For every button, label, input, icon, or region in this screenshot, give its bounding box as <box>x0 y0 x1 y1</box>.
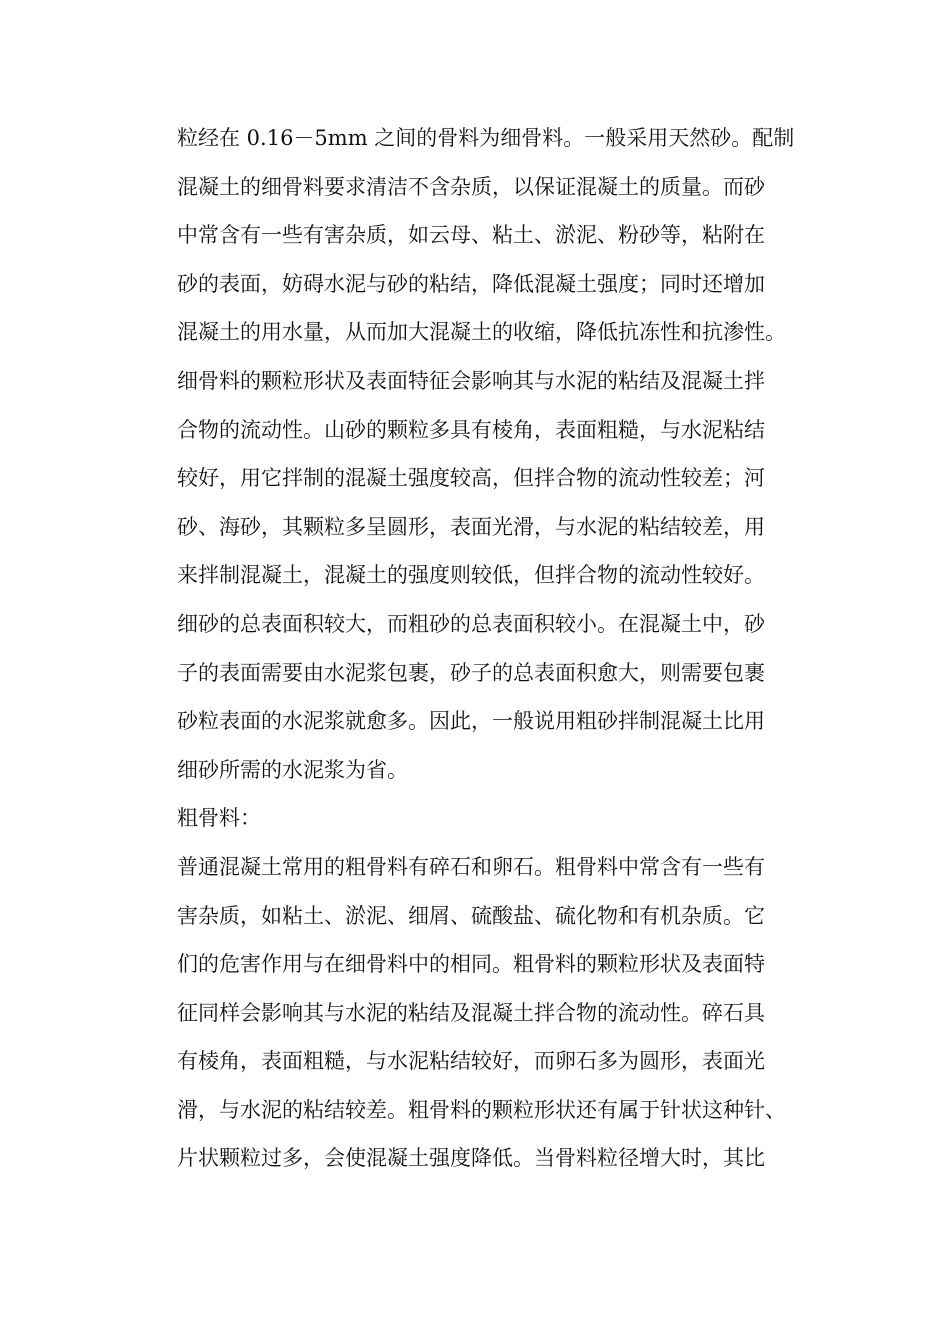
text-line: 片状颗粒过多，会使混凝土强度降低。当骨料粒径增大时，其比 <box>177 1146 765 1171</box>
text-line: 合物的流动性。山砂的颗粒多具有棱角，表面粗糙，与水泥粘结 <box>177 417 765 442</box>
text-line: 细骨料的颗粒形状及表面特征会影响其与水泥的粘结及混凝土拌 <box>177 368 765 393</box>
text-line: 细砂的总表面积较大，而粗砂的总表面积较小。在混凝土中，砂 <box>177 611 765 636</box>
text-line: 粒经在 0.16－5mm 之间的骨料为细骨料。一般采用天然砂。配制 <box>177 126 795 150</box>
text-line: 有棱角，表面粗糙，与水泥粘结较好，而卵石多为圆形，表面光 <box>177 1049 765 1074</box>
text-line: 子的表面需要由水泥浆包裹，砂子的总表面积愈大，则需要包裹 <box>177 660 765 685</box>
text-line: 来拌制混凝土，混凝土的强度则较低，但拌合物的流动性较好。 <box>177 563 765 588</box>
text-line: 害杂质，如粘土、淤泥、细屑、硫酸盐、硫化物和有机杂质。它 <box>177 903 765 928</box>
section-heading: 粗骨料： <box>177 806 261 831</box>
text-line: 中常含有一些有害杂质，如云母、粘土、淤泥、粉砂等，粘附在 <box>177 223 765 248</box>
text-line: 较好，用它拌制的混凝土强度较高，但拌合物的流动性较差；河 <box>177 466 765 491</box>
text-line: 砂的表面，妨碍水泥与砂的粘结，降低混凝土强度；同时还增加 <box>177 271 765 296</box>
text-line: 砂粒表面的水泥浆就愈多。因此，一般说用粗砂拌制混凝土比用 <box>177 709 765 734</box>
text-line: 滑，与水泥的粘结较差。粗骨料的颗粒形状还有属于针状这种针、 <box>177 1097 786 1122</box>
text-line: 混凝土的细骨料要求清洁不含杂质，以保证混凝土的质量。而砂 <box>177 174 765 199</box>
body-text <box>177 114 807 1183</box>
text-line: 混凝土的用水量，从而加大混凝土的收缩，降低抗冻性和抗渗性。 <box>177 320 786 345</box>
text-line: 普通混凝土常用的粗骨料有碎石和卵石。粗骨料中常含有一些有 <box>177 854 765 879</box>
text-line: 征同样会影响其与水泥的粘结及混凝土拌合物的流动性。碎石具 <box>177 1000 765 1025</box>
text-line: 们的危害作用与在细骨料中的相同。粗骨料的颗粒形状及表面特 <box>177 952 765 977</box>
text-line: 砂、海砂，其颗粒多呈圆形，表面光滑，与水泥的粘结较差，用 <box>177 514 765 539</box>
text-line: 细砂所需的水泥浆为省。 <box>177 757 408 782</box>
